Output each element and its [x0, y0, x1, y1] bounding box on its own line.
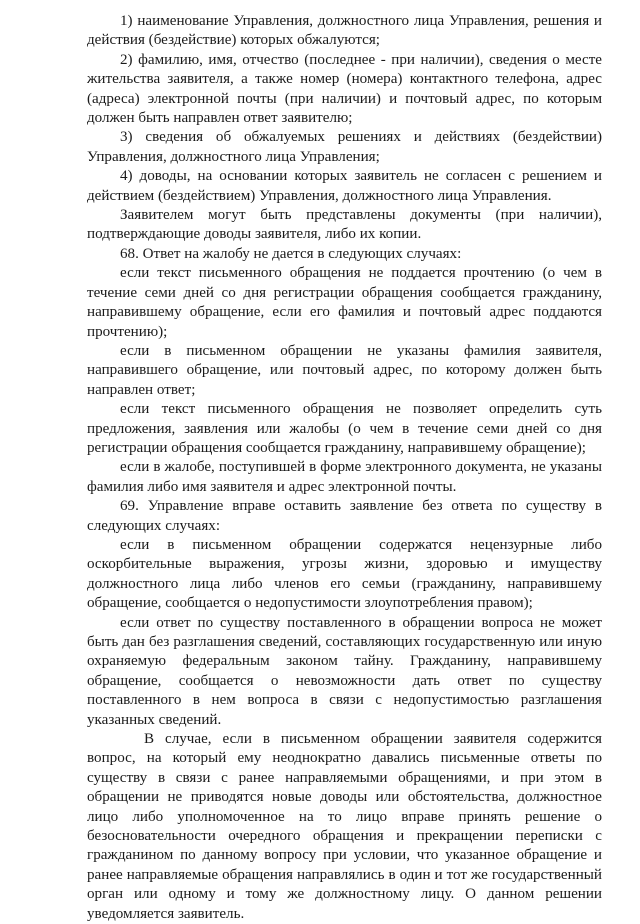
paragraph-repeated-appeal: В случае, если в письменном обращении заявителя содержится вопрос, на который ему неоднократно давались письменные ответы по существу в связи с ранее направляемыми обращениями, и при этом в обращении не приводятся новые доводы или обстоятельства, должностное лицо либо уполномоченное на то лицо вправе принять решение о безосновательности очередного обращения и прекращении переписки с гражданином по данному вопросу при условии, что указанное обращение и ранее направляемые обращения направлялись в один и тот же государственный орган или одному и тому же должностному лицу. О данном решении уведомляется заявитель. — [87, 731, 602, 922]
paragraph-68-case-1: если текст письменного обращения не поддается прочтению (о чем в течение семи дней со дня регистрации обращения сообщается гражданину, направившему обращение, если его фамилия и почтовый адрес поддаются прочтению); — [87, 265, 602, 340]
paragraph-68-case-2: если в письменном обращении не указаны фамилия заявителя, направившего обращение, или почтовый адрес, по которому должен быть направлен ответ; — [87, 342, 602, 398]
paragraph-item-1: 1) наименование Управления, должностного лица Управления, решения и действия (бездействие) которых обжалуются; — [87, 13, 602, 49]
paragraph-item-3: 3) сведения об обжалуемых решениях и действиях (бездействии) Управления, должностного лица Управления; — [87, 129, 602, 165]
paragraph-68-heading: 68. Ответ на жалобу не дается в следующих случаях: — [120, 245, 462, 262]
paragraph-69-case-2: если ответ по существу поставленного в обращении вопроса не может быть дан без разглашения сведений, составляющих государственную или иную охраняемую федеральным законом тайну. Гражданину, направившему обращение, сообщается о невозможности дать ответ по существу поставленного в нем вопроса в связи с недопустимостью разглашения указанных сведений. — [87, 614, 602, 728]
paragraph-68-case-3: если текст письменного обращения не позволяет определить суть предложения, заявления или жалобы (о чем в течение семи дней со дня регистрации обращения сообщается гражданину, направившему обращение); — [87, 401, 602, 456]
paragraph-documents: Заявителем могут быть представлены документы (при наличии), подтверждающие доводы заявителя, либо их копии. — [87, 207, 602, 243]
paragraph-69-heading: 69. Управление вправе оставить заявление без ответа по существу в следующих случаях: — [87, 498, 602, 534]
paragraph-item-4: 4) доводы, на основании которых заявитель не согласен с решением и действием (бездействием) Управления, должностного лица Управления. — [87, 168, 602, 204]
paragraph-item-2: 2) фамилию, имя, отчество (последнее - при наличии), сведения о месте жительства заявителя, а также номер (номера) контактного телефона, адрес (адреса) электронной почты (при наличии) и почтовый адрес, по которым должен быть направлен ответ заявителю; — [87, 51, 602, 127]
paragraph-69-case-1: если в письменном обращении содержатся нецензурные либо оскорбительные выражения, угрозы жизни, здоровью и имуществу должностного лица либо членов его семьи (гражданину, направившему обращение, сообщается о недопустимости злоупотребления правом); — [87, 536, 602, 612]
paragraph-68-case-4: если в жалобе, поступившей в форме электронного документа, не указаны фамилия либо имя заявителя и адрес электронной почты. — [87, 459, 602, 495]
